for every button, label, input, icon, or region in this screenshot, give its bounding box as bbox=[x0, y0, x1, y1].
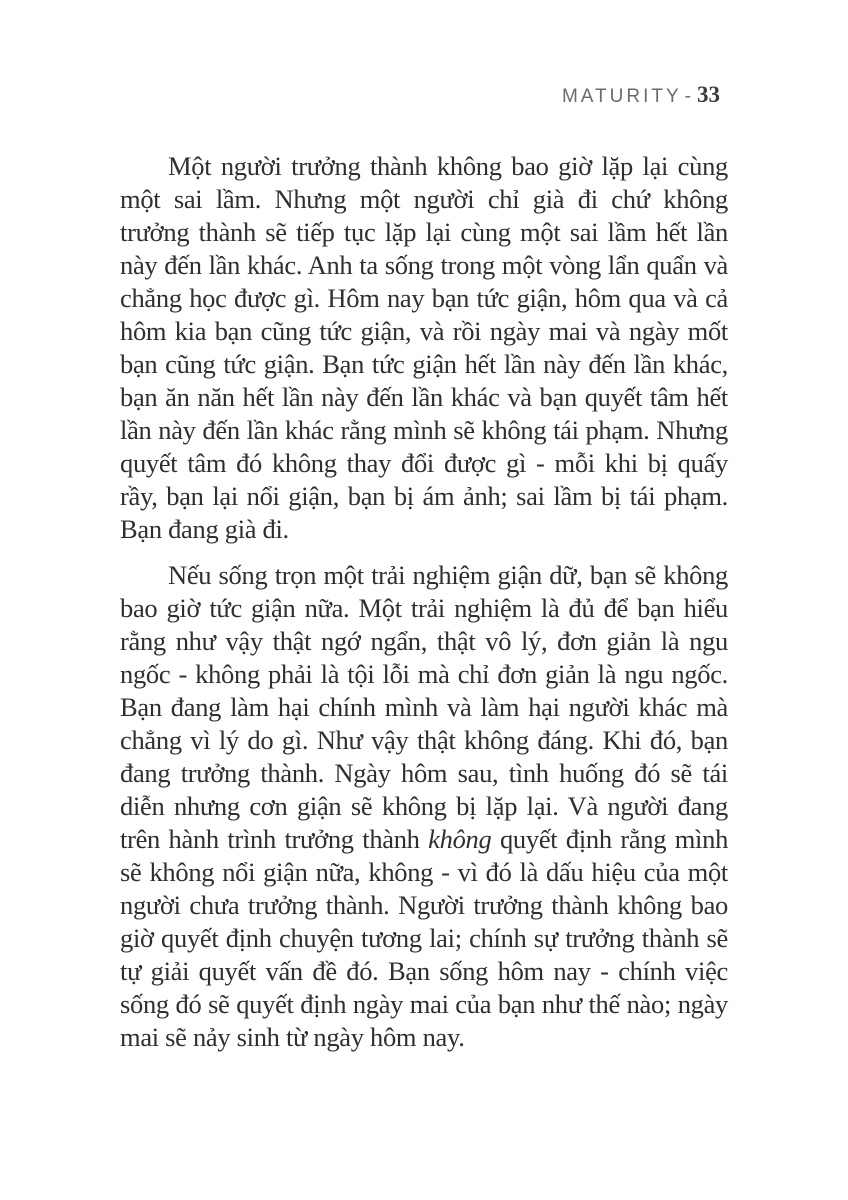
header-separator: - bbox=[684, 86, 691, 107]
paragraph-2-italic-word: không bbox=[428, 824, 492, 854]
paragraph-1: Một người trưởng thành không bao giờ lặp lại cùng một sai lầm. Nhưng một người chỉ già đi chứ không trưởng thành sẽ tiếp tục lặp lại cùng một sai lầm hết lần này đến lần khác. Anh ta sống trong một vòng lẩn quẩn và chẳng học được gì. Hôm nay bạn tức giận, hôm qua và cả hôm kia bạn cũng tức giận, và rồi ngày mai và ngày mốt bạn cũng tức giận. Bạn tức giận hết lần này đến lần khác, bạn ăn năn hết lần này đến lần khác và bạn quyết tâm hết lần này đến lần khác rằng mình sẽ không tái phạm. Nhưng quyết tâm đó không thay đổi được gì - mỗi khi bị quấy rầy, bạn lại nổi giận, bạn bị ám ảnh; sai lầm bị tái phạm. Bạn đang già đi. bbox=[120, 151, 728, 544]
paragraph-2 bbox=[120, 559, 728, 1054]
body-text bbox=[120, 150, 728, 1054]
paragraph-2-text-before: Nếu sống trọn một trải nghiệm giận dữ, bạn sẽ không bao giờ tức giận nữa. Một trải nghiệm là đủ để bạn hiểu rằng như vậy thật ngớ ngẩn, thật vô lý, đơn giản là ngu ngốc - không phải là tội lỗi mà chỉ đơn giản là ngu ngốc. Bạn đang làm hại chính mình và làm hại người khác mà chẳng vì lý do gì. Như vậy thật không đáng. Khi đó, bạn đang trưởng thành. Ngày hôm sau, tình huống đó sẽ tái diễn nhưng cơn giận sẽ không bị lặp lại. Và người đang trên hành trình trưởng thành bbox=[120, 560, 728, 854]
running-header bbox=[120, 82, 720, 108]
paragraph-2-text-after: quyết định rằng mình sẽ không nổi giận nữa, không - vì đó là dấu hiệu của một người chưa trưởng thành. Người trưởng thành không bao giờ quyết định chuyện tương lai; chính sự trưởng thành sẽ tự giải quyết vấn đề đó. Bạn sống hôm nay - chính việc sống đó sẽ quyết định ngày mai của bạn như thế nào; ngày mai sẽ nảy sinh từ ngày hôm nay. bbox=[120, 824, 729, 1052]
section-title: MATURITY bbox=[561, 86, 682, 107]
page-number: 33 bbox=[697, 82, 720, 107]
